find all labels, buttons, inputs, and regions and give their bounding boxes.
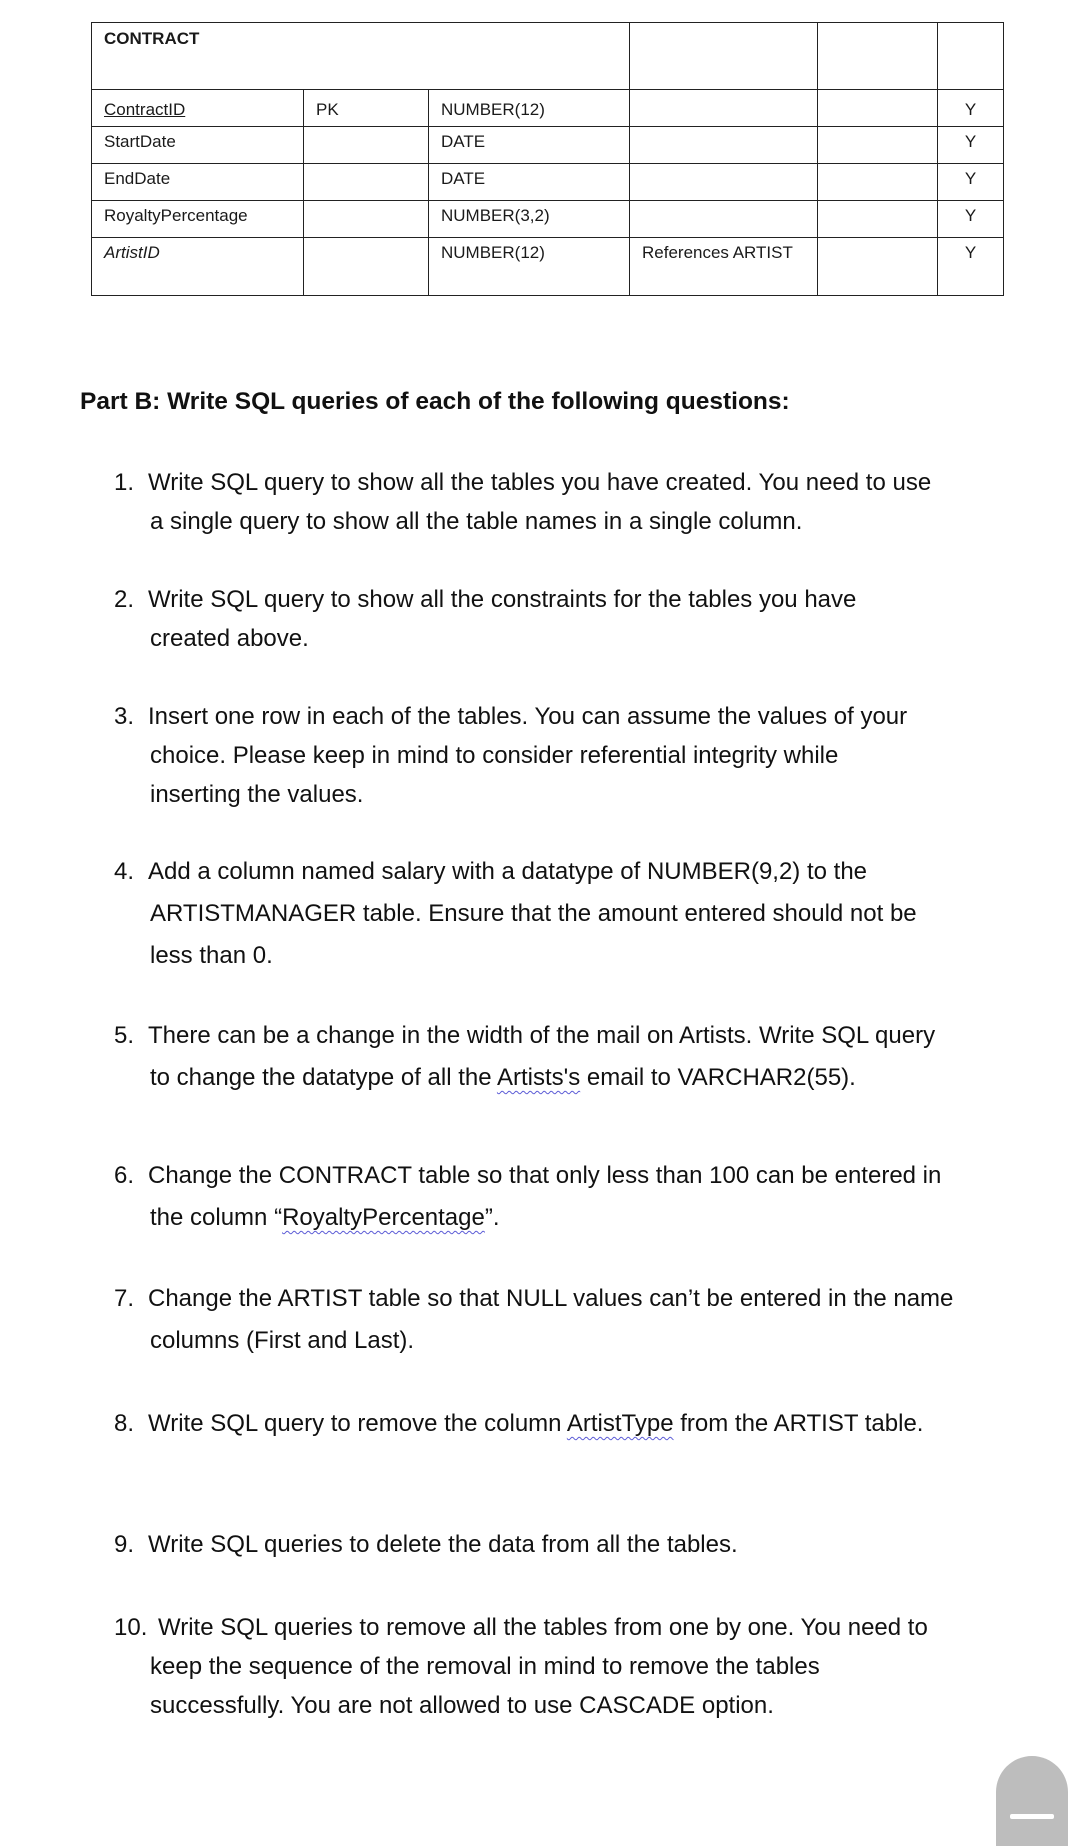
extra-cell [818, 238, 938, 296]
extra-cell [818, 90, 938, 127]
ref-cell [630, 90, 818, 127]
type-cell: NUMBER(3,2) [429, 201, 630, 238]
question-number: 4. [114, 858, 135, 885]
question-1: 1. Write SQL query to show all the tables you have created. You need to use a single query to show all the table names in a single column. [114, 463, 994, 541]
null-cell: Y [938, 238, 1004, 296]
question-2: 2. Write SQL query to show all the constraints for the tables you have created above. [114, 580, 994, 658]
table-row [92, 90, 1004, 127]
question-number: 9. [114, 1531, 135, 1558]
key-cell [304, 238, 429, 296]
null-cell: Y [938, 127, 1004, 164]
contract-table [91, 22, 1004, 296]
column-name: ContractID [92, 90, 304, 127]
type-cell: DATE [429, 164, 630, 201]
ref-cell: References ARTIST [630, 238, 818, 296]
key-cell [304, 164, 429, 201]
column-name: StartDate [92, 127, 304, 164]
question-number: 7. [114, 1285, 135, 1312]
question-4: 4. Add a column named salary with a datatype of NUMBER(9,2) to the ARTISTMANAGER table. Ensure that the amount entered should not be less than 0. [114, 851, 994, 977]
extra-cell [818, 127, 938, 164]
key-cell [304, 127, 429, 164]
extra-cell [818, 201, 938, 238]
ref-cell [630, 127, 818, 164]
column-name: ArtistID [92, 238, 304, 296]
column-name: RoyaltyPercentage [92, 201, 304, 238]
question-number: 3. [114, 703, 135, 730]
question-number: 5. [114, 1022, 135, 1049]
column-name: EndDate [92, 164, 304, 201]
scroll-handle[interactable] [996, 1756, 1068, 1846]
question-3: 3. Insert one row in each of the tables. You can assume the values of your choice. Please keep in mind to consider referential integrity while inserting the values. [114, 697, 994, 814]
part-b-heading: Part B: Write SQL queries of each of the following questions: [80, 388, 790, 415]
null-cell: Y [938, 201, 1004, 238]
table-row [92, 238, 1004, 296]
table-row [92, 164, 1004, 201]
type-cell: DATE [429, 127, 630, 164]
ref-cell [630, 164, 818, 201]
question-6: 6. Change the CONTRACT table so that only less than 100 can be entered in the column “RoyaltyPercentage”. [114, 1155, 994, 1239]
question-number: 1. [114, 469, 135, 496]
null-cell: Y [938, 90, 1004, 127]
table-row [92, 127, 1004, 164]
question-number: 10. [114, 1614, 148, 1641]
question-8: 8. Write SQL query to remove the column ArtistType from the ARTIST table. [114, 1404, 994, 1443]
question-number: 6. [114, 1162, 135, 1189]
question-10: 10. Write SQL queries to remove all the tables from one by one. You need to keep the sequence of the removal in mind to remove the tables successfully. You are not allowed to use CASCADE option. [114, 1608, 994, 1725]
question-number: 8. [114, 1410, 135, 1437]
key-cell [304, 201, 429, 238]
key-cell: PK [304, 90, 429, 127]
question-number: 2. [114, 586, 135, 613]
extra-cell [818, 164, 938, 201]
null-cell: Y [938, 164, 1004, 201]
minus-icon [1010, 1814, 1054, 1819]
type-cell: NUMBER(12) [429, 238, 630, 296]
question-7: 7. Change the ARTIST table so that NULL values can’t be entered in the name columns (First and Last). [114, 1278, 994, 1362]
ref-cell [630, 201, 818, 238]
table-title: CONTRACT [92, 23, 630, 90]
question-9: 9. Write SQL queries to delete the data from all the tables. [114, 1525, 994, 1564]
table-row [92, 201, 1004, 238]
type-cell: NUMBER(12) [429, 90, 630, 127]
question-5: 5. There can be a change in the width of the mail on Artists. Write SQL query to change the datatype of all the Artists's email to VARCHAR2(55). [114, 1015, 994, 1099]
